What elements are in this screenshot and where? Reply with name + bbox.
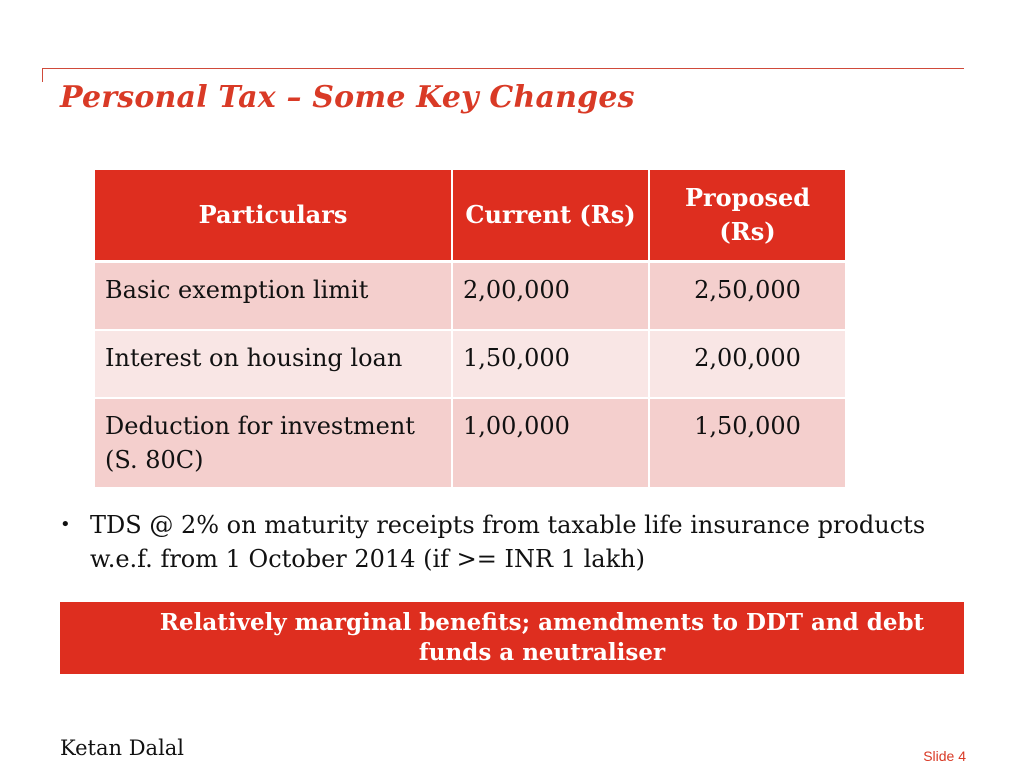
- cell-current: 1,50,000: [452, 330, 649, 398]
- table-row: [95, 262, 845, 331]
- tax-changes-table: [95, 170, 845, 489]
- table-header-row: [95, 170, 845, 262]
- table-row: [95, 398, 845, 488]
- table-row: [95, 330, 845, 398]
- bullet-dot-icon: •: [60, 514, 71, 535]
- cell-current: 2,00,000: [452, 262, 649, 331]
- header-current: Current (Rs): [452, 170, 649, 262]
- top-rule: [42, 68, 964, 69]
- cell-particular: Basic exemption limit: [95, 262, 452, 331]
- cell-particular: Deduction for investment (S. 80C): [95, 398, 452, 488]
- header-particulars: Particulars: [95, 170, 452, 262]
- callout-text: Relatively marginal benefits; amendments to DDT and debt funds a neutraliser: [159, 609, 925, 666]
- bullet-text: TDS @ 2% on maturity receipts from taxable life insurance products w.e.f. from 1 October 2014 (if >= INR 1 lakh): [90, 511, 926, 573]
- slide-number: Slide 4: [923, 748, 966, 764]
- bullet-item: [60, 508, 960, 576]
- footer-author: Ketan Dalal: [60, 736, 185, 760]
- callout-box: [60, 602, 964, 674]
- cell-proposed: 2,00,000: [649, 330, 845, 398]
- top-rule-tick: [42, 68, 43, 82]
- cell-particular: Interest on housing loan: [95, 330, 452, 398]
- slide-title: Personal Tax – Some Key Changes: [60, 80, 635, 115]
- cell-current: 1,00,000: [452, 398, 649, 488]
- cell-proposed: 1,50,000: [649, 398, 845, 488]
- cell-proposed: 2,50,000: [649, 262, 845, 331]
- header-proposed: Proposed (Rs): [649, 170, 845, 262]
